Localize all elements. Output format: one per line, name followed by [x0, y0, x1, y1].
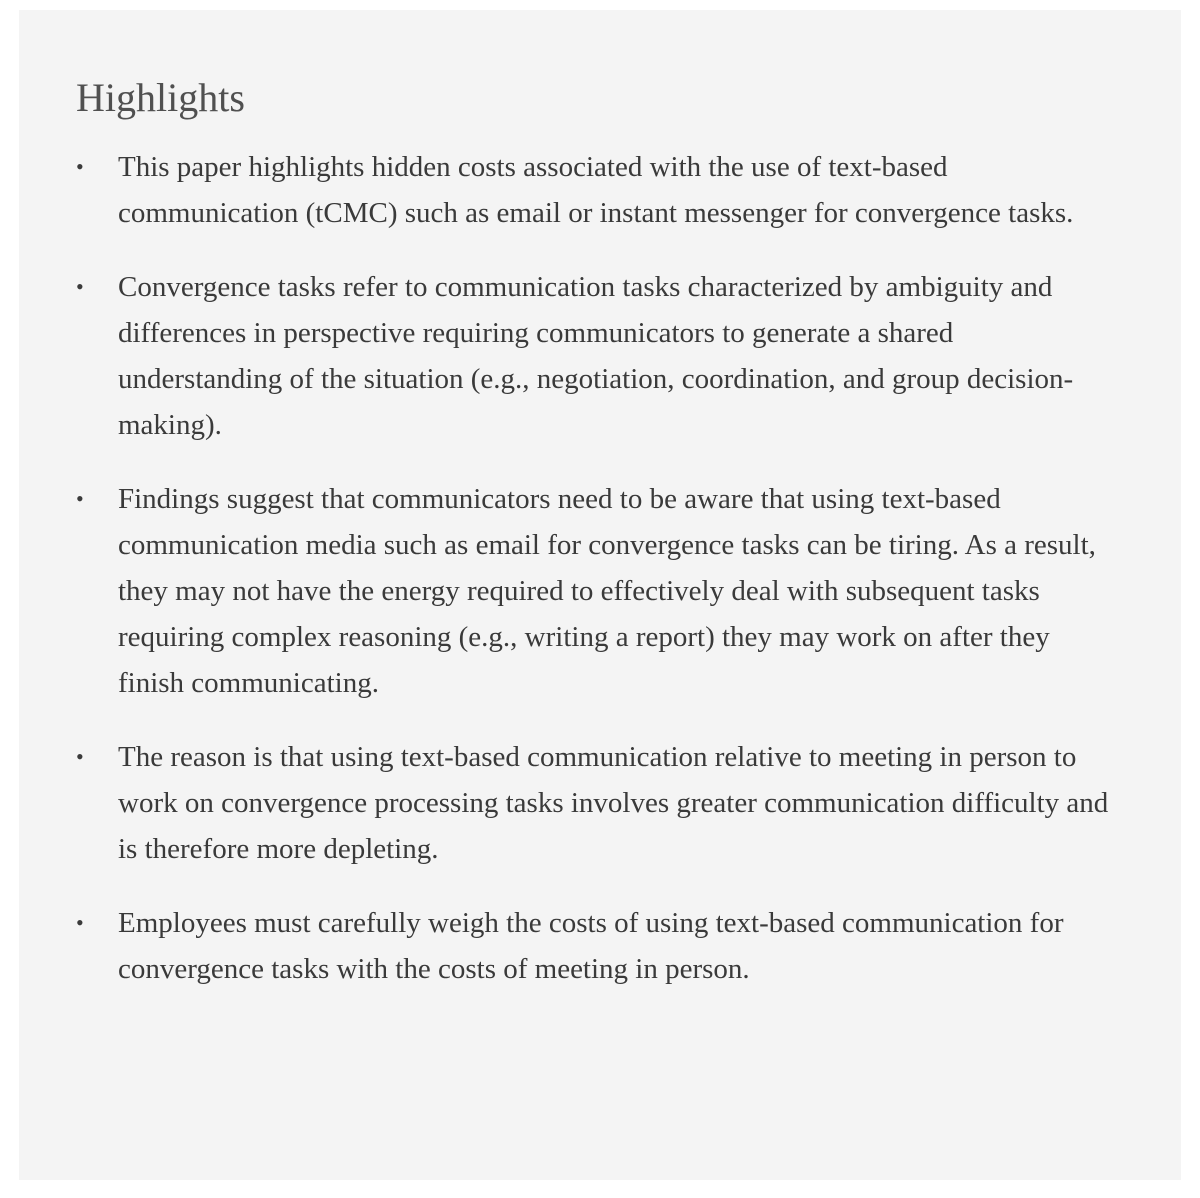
- highlight-text: Employees must carefully weigh the costs of using text-based communication for convergence tasks with the costs of meeting in person.: [118, 907, 1064, 985]
- highlight-item-2: [76, 264, 1121, 448]
- highlight-text: Convergence tasks refer to communication tasks characterized by ambiguity and differences in perspective requiring communicators to generate a shared understanding of the situation (e.g., negotiation, coordination, and group decision-making).: [118, 271, 1074, 441]
- bullet-icon: •: [76, 486, 84, 511]
- highlight-text: The reason is that using text-based communication relative to meeting in person to work on convergence processing tasks involves greater communication difficulty and is therefore more depleting.: [118, 741, 1109, 865]
- highlights-box: [19, 10, 1181, 1180]
- highlight-text: Findings suggest that communicators need to be aware that using text-based communication media such as email for convergence tasks can be tiring. As a result, they may not have the energy required to effectively deal with subsequent tasks requiring complex reasoning (e.g., writing a report) they may work on after they finish communicating.: [118, 483, 1096, 699]
- bullet-icon: •: [76, 910, 84, 935]
- bullet-icon: •: [76, 274, 84, 299]
- highlight-item-4: [76, 734, 1121, 872]
- highlight-item-5: [76, 900, 1121, 992]
- highlights-list: [76, 144, 1121, 992]
- highlight-item-1: [76, 144, 1121, 236]
- highlights-title: Highlights: [76, 75, 245, 120]
- highlight-text: This paper highlights hidden costs associated with the use of text-based communication (tCMC) such as email or instant messenger for convergence tasks.: [118, 151, 1074, 229]
- bullet-icon: •: [76, 154, 84, 179]
- bullet-icon: •: [76, 744, 84, 769]
- highlight-item-3: [76, 476, 1121, 706]
